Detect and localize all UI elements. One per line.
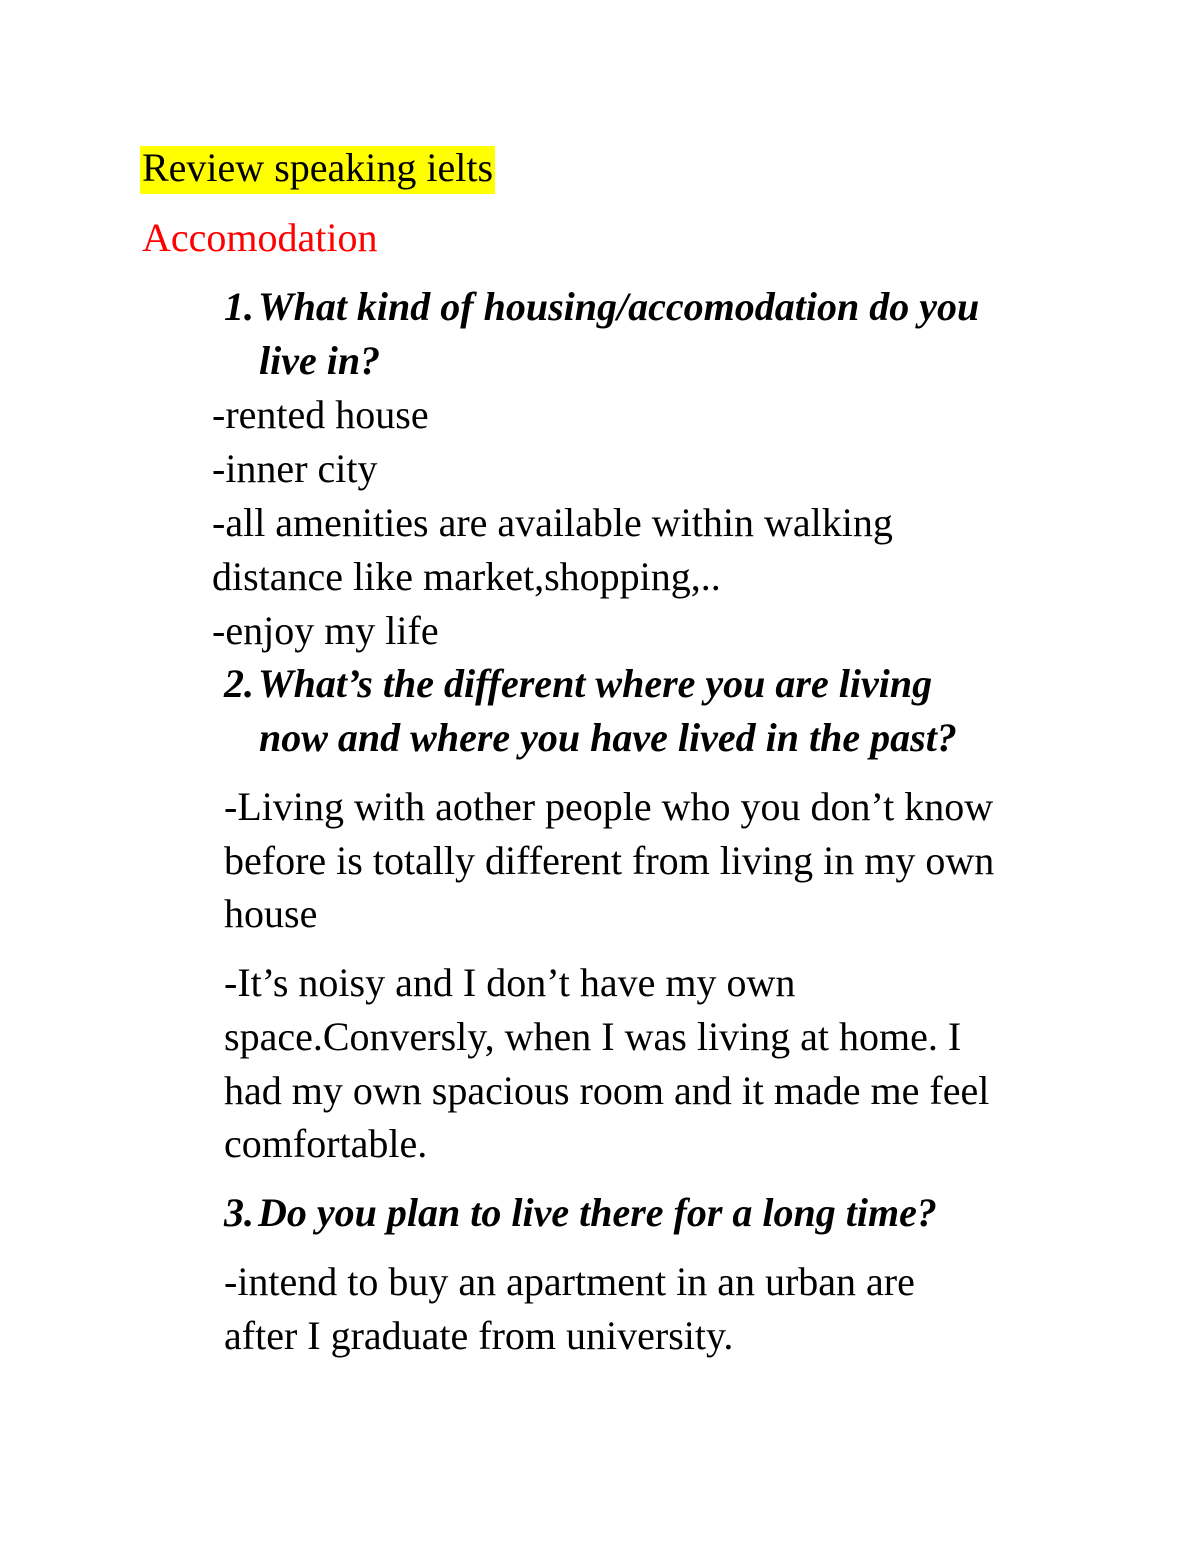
question-1-line-2: live in? [259, 338, 381, 383]
question-1-line-1: What kind of housing/accomodation do you [258, 284, 980, 329]
answer-line: -all amenities are available within walking [212, 500, 893, 545]
answer-line: comfortable. [224, 1121, 428, 1166]
section-heading: Accomodation [142, 215, 378, 260]
question-2-line-2: now and where you have lived in the past? [259, 715, 957, 760]
answer-line: space.Conversly, when I was living at home. I [224, 1014, 962, 1059]
answer-line: -rented house [212, 392, 429, 437]
answer-line: after I graduate from university. [224, 1313, 734, 1358]
answer-line: house [224, 891, 318, 936]
question-3-line-1: Do you plan to live there for a long time? [258, 1190, 937, 1235]
question-2 [224, 661, 933, 706]
question-3 [224, 1190, 937, 1235]
document-title: Review speaking ielts [140, 146, 495, 194]
answer-line: -Living with aother people who you don’t know [224, 784, 994, 829]
question-1-number: 1. [224, 284, 254, 329]
question-1 [224, 284, 980, 329]
answer-line: -enjoy my life [212, 608, 439, 653]
answer-line: distance like market,shopping,.. [212, 554, 721, 599]
answer-line: had my own spacious room and it made me feel [224, 1068, 990, 1113]
question-2-number: 2. [224, 661, 254, 706]
answer-line: -inner city [212, 446, 378, 491]
question-3-number: 3. [224, 1190, 254, 1235]
answer-line: before is totally different from living in my own [224, 838, 995, 883]
question-2-line-1: What’s the different where you are living [258, 661, 933, 706]
answer-line: -It’s noisy and I don’t have my own [224, 960, 796, 1005]
answer-line: -intend to buy an apartment in an urban are [224, 1259, 915, 1304]
